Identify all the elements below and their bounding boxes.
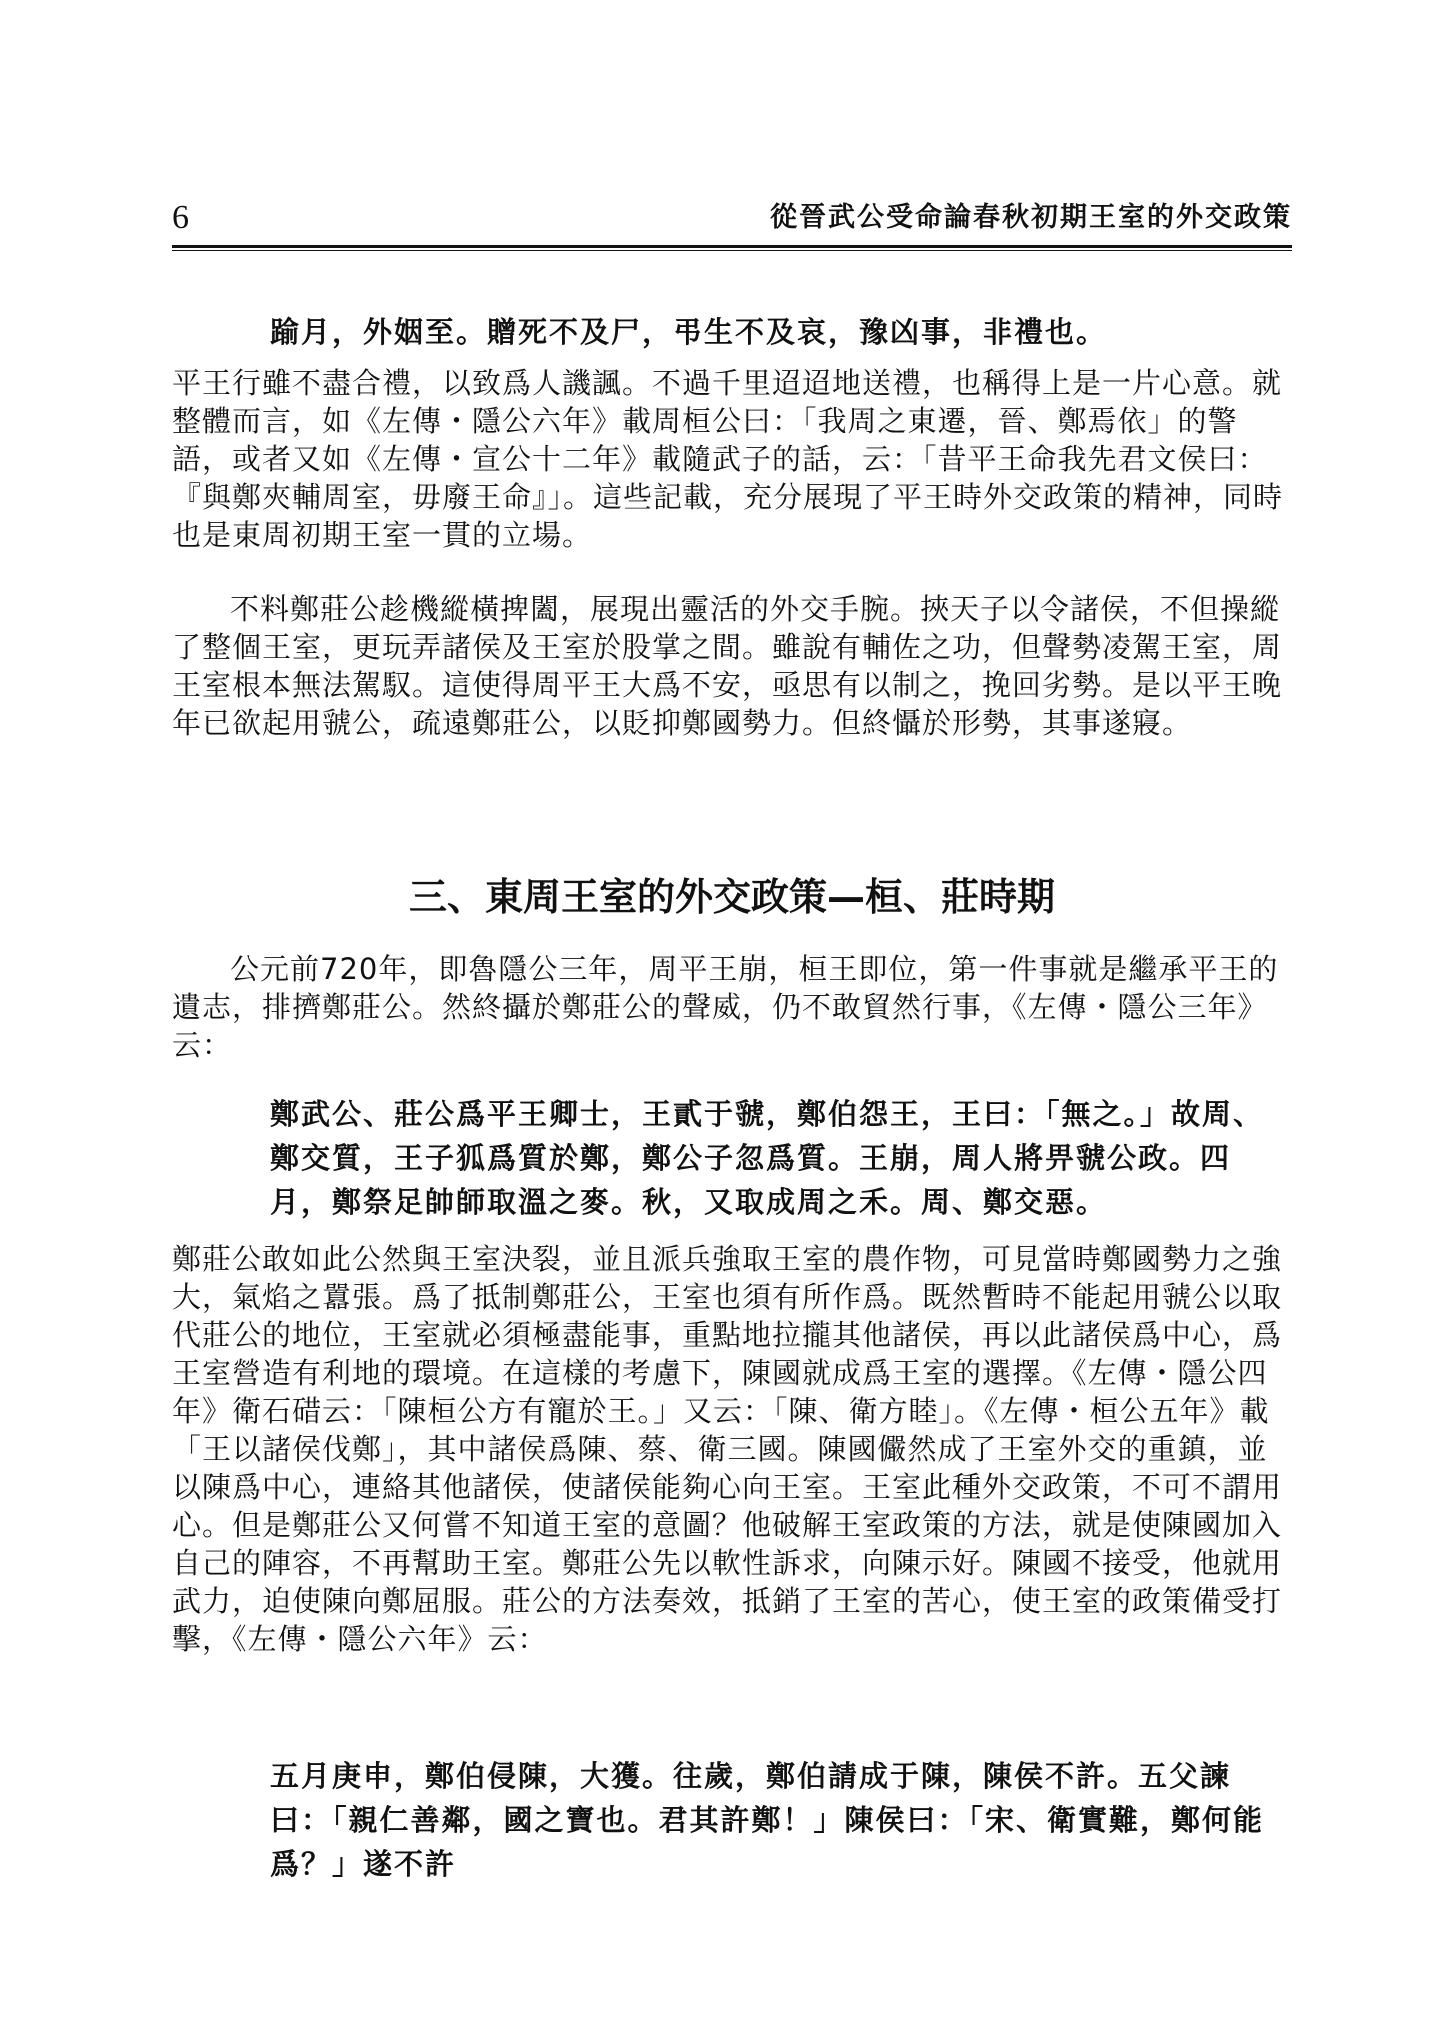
block-quote-3: [270, 1754, 1292, 1886]
paragraph-text: 平王行雖不盡合禮，以致爲人譏諷。不過千里迢迢地送禮，也稱得上是一片心意。就整體而言，如《左傳・隱公六年》載周桓公曰：「我周之東遷，晉、鄭焉依」的警語，或者又如《左傳・宣公十二年》載隨武子的話，云：「昔平王命我先君文侯曰：『與鄭夾輔周室，毋廢王命』」。這些記載，充分展現了平王時外交政策的精神，同時也是東周初期王室一貫的立場。: [172, 366, 1284, 552]
header-rule: [172, 245, 1292, 251]
block-quote-1: [270, 310, 1292, 354]
paragraph-text: 公元前720年，即魯隱公三年，周平王崩，桓王即位，第一件事就是繼承平王的遺志，排擠鄭莊公。然終攝於鄭莊公的聲威，仍不敢貿然行事，《左傳・隱公三年》云：: [172, 952, 1279, 1062]
page-number: 6: [172, 199, 189, 236]
paragraph-3: [172, 950, 1292, 1064]
quote-text: 五月庚申，鄭伯侵陳，大獲。往歲，鄭伯請成于陳，陳侯不許。五父諫曰：「親仁善鄰，國之寶也。君其許鄭！」陳侯曰：「宋、衛實難，鄭何能爲？」遂不許: [270, 1759, 1265, 1881]
block-quote-2: [270, 1092, 1292, 1224]
quote-text: 踰月，外姻至。贈死不及尸，弔生不及哀，豫凶事，非禮也。: [270, 315, 1108, 349]
paragraph-4: [172, 1240, 1292, 1658]
paragraph-1: [172, 364, 1292, 554]
page-header: [172, 196, 1292, 240]
section-heading: 三、東周王室的外交政策—桓、莊時期: [408, 875, 1055, 919]
paragraph-2: [172, 590, 1292, 742]
paragraph-text: 鄭莊公敢如此公然與王室決裂，並且派兵強取王室的農作物，可見當時鄭國勢力之強大，氣焰之囂張。爲了抵制鄭莊公，王室也須有所作爲。既然暫時不能起用虢公以取代莊公的地位，王室就必須極盡能事，重點地拉攏其他諸侯，再以此諸侯爲中心，爲王室營造有利地的環境。在這樣的考慮下，陳國就成爲王室的選擇。《左傳・隱公四年》衛石碏云：「陳桓公方有寵於王。」又云：「陳、衛方睦」。《左傳・桓公五年》載「王以諸侯伐鄭」，其中諸侯爲陳、蔡、衛三國。陳國儼然成了王室外交的重鎮，並以陳爲中心，連絡其他諸侯，使諸侯能夠心向王室。王室此種外交政策，不可不謂用心。但是鄭莊公又何嘗不知道王室的意圖？他破解王室政策的方法，就是使陳國加入自己的陣容，不再幫助王室。鄭莊公先以軟性訴求，向陳示好。陳國不接受，他就用武力，迫使陳向鄭屈服。莊公的方法奏效，抵銷了王室的苦心，使王室的政策備受打擊，《左傳・隱公六年》云：: [172, 1242, 1283, 1656]
paragraph-text: 不料鄭莊公趁機縱橫捭闔，展現出靈活的外交手腕。挾天子以令諸侯，不但操縱了整個王室，更玩弄諸侯及王室於股掌之間。雖說有輔佐之功，但聲勢凌駕王室，周王室根本無法駕馭。這使得周平王大爲不安，亟思有以制之，挽回劣勢。是以平王晚年已欲起用虢公，疏遠鄭莊公，以貶抑鄭國勢力。但終懾於形勢，其事遂寢。: [172, 592, 1283, 740]
quote-text: 鄭武公、莊公爲平王卿士，王貳于虢，鄭伯怨王，王曰：「無之。」故周、鄭交質，王子狐爲質於鄭，鄭公子忽爲質。王崩，周人將畀虢公政。四月，鄭祭足帥師取溫之麥。秋，又取成周之禾。周、鄭交惡。: [270, 1097, 1265, 1219]
running-title: 從晉武公受命論春秋初期王室的外交政策: [770, 202, 1292, 233]
